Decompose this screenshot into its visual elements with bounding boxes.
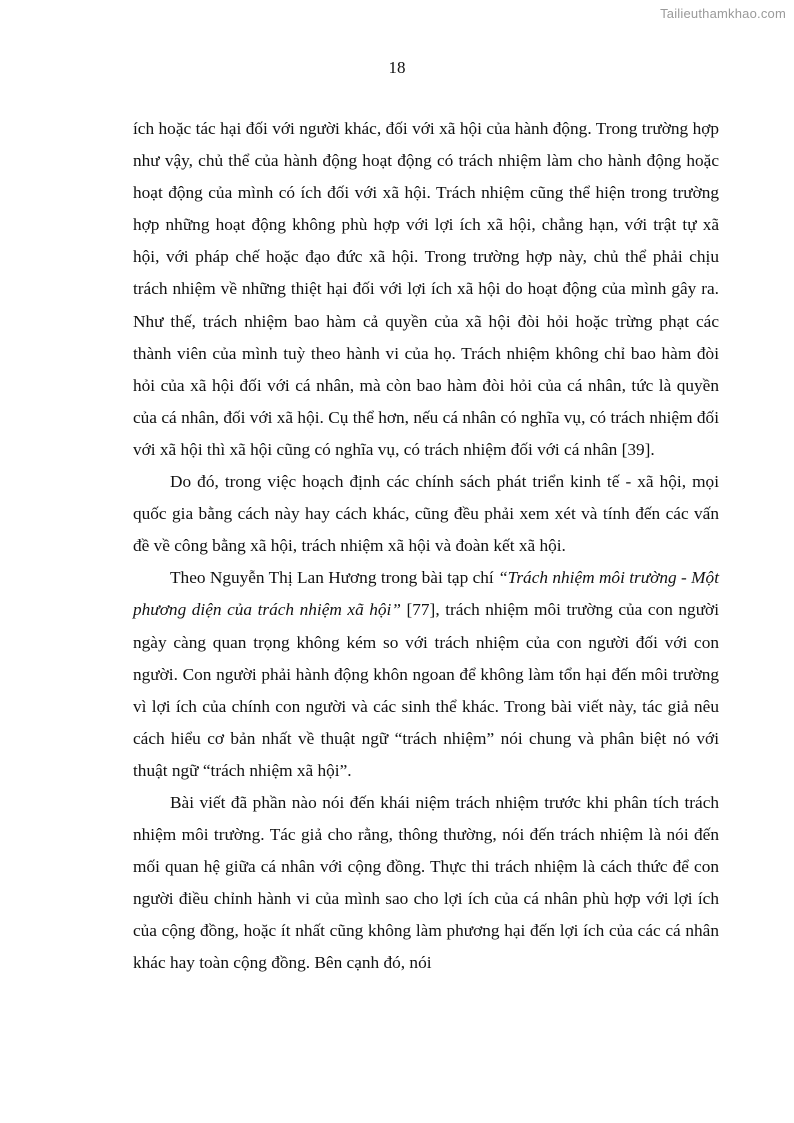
- paragraph-3-text-rest: [77], trách nhiệm môi trường của con người ngày càng quan trọng không kém so với trách nhiệm của con người đối với con người. Con người phải hành động khôn ngoan để không làm tổn hại đến môi trường vì lợi ích của chính con người và các sinh thể khác. Trong bài viết này, tác giả nêu cách hiểu cơ bản nhất về thuật ngữ “trách nhiệm” nói chung và phân biệt nó với thuật ngữ “trách nhiệm xã hội”.: [133, 600, 719, 780]
- page-number: 18: [388, 58, 406, 77]
- watermark-text: Tailieuthamkhao.com: [660, 6, 786, 21]
- paragraph-1-text: ích hoặc tác hại đối với người khác, đối với xã hội của hành động. Trong trường hợp như vậy, chủ thể của hành động hoạt động có trách nhiệm làm cho hành động hoặc hoạt động của mình có ích đối với xã hội. Trách nhiệm cũng thể hiện trong trường hợp những hoạt động không phù hợp với lợi ích xã hội, chẳng hạn, với trật tự xã hội, với pháp chế hoặc đạo đức xã hội. Trong trường hợp này, chủ thể phải chịu trách nhiệm về những thiệt hại đối với lợi ích xã hội do hoạt động của mình gây ra. Như thế, trách nhiệm bao hàm cả quyền của xã hội đòi hỏi hoặc trừng phạt các thành viên của mình tuỳ theo hành vi của họ. Trách nhiệm không chỉ bao hàm đòi hỏi của xã hội đối với cá nhân, mà còn bao hàm đòi hỏi của cá nhân, tức là quyền của cá nhân, đối với xã hội. Cụ thể hơn, nếu cá nhân có nghĩa vụ, có trách nhiệm đối với xã hội thì xã hội cũng có nghĩa vụ, có trách nhiệm đối với cá nhân [39].: [133, 119, 719, 459]
- paragraph-3-text-lead: Theo Nguyễn Thị Lan Hương trong bài tạp chí: [170, 568, 499, 588]
- paragraph-4: [133, 787, 719, 980]
- paragraph-1: [133, 113, 719, 466]
- article-title-italic: “Trách nhiệm môi trường - Một phương diện của trách nhiệm xã hội”: [133, 568, 719, 620]
- paragraph-4-text: Bài viết đã phần nào nói đến khái niệm trách nhiệm trước khi phân tích trách nhiệm môi trường. Tác giả cho rằng, thông thường, nói đến trách nhiệm là nói đến mối quan hệ giữa cá nhân với cộng đồng. Thực thi trách nhiệm là cách thức để con người điều chỉnh hành vi của mình sao cho lợi ích của cá nhân phù hợp với lợi ích của cộng đồng, hoặc ít nhất cũng không làm phương hại đến lợi ích của các cá nhân khác hay toàn cộng đồng. Bên cạnh đó, nói: [133, 792, 719, 973]
- paragraph-2-text: Do đó, trong việc hoạch định các chính sách phát triển kinh tế - xã hội, mọi quốc gia bằng cách này hay cách khác, cũng đều phải xem xét và tính đến các vấn đề về công bằng xã hội, trách nhiệm xã hội và đoàn kết xã hội.: [133, 472, 719, 556]
- paragraph-2: [133, 466, 719, 562]
- paragraph-3: [133, 562, 719, 787]
- document-body: [133, 113, 719, 980]
